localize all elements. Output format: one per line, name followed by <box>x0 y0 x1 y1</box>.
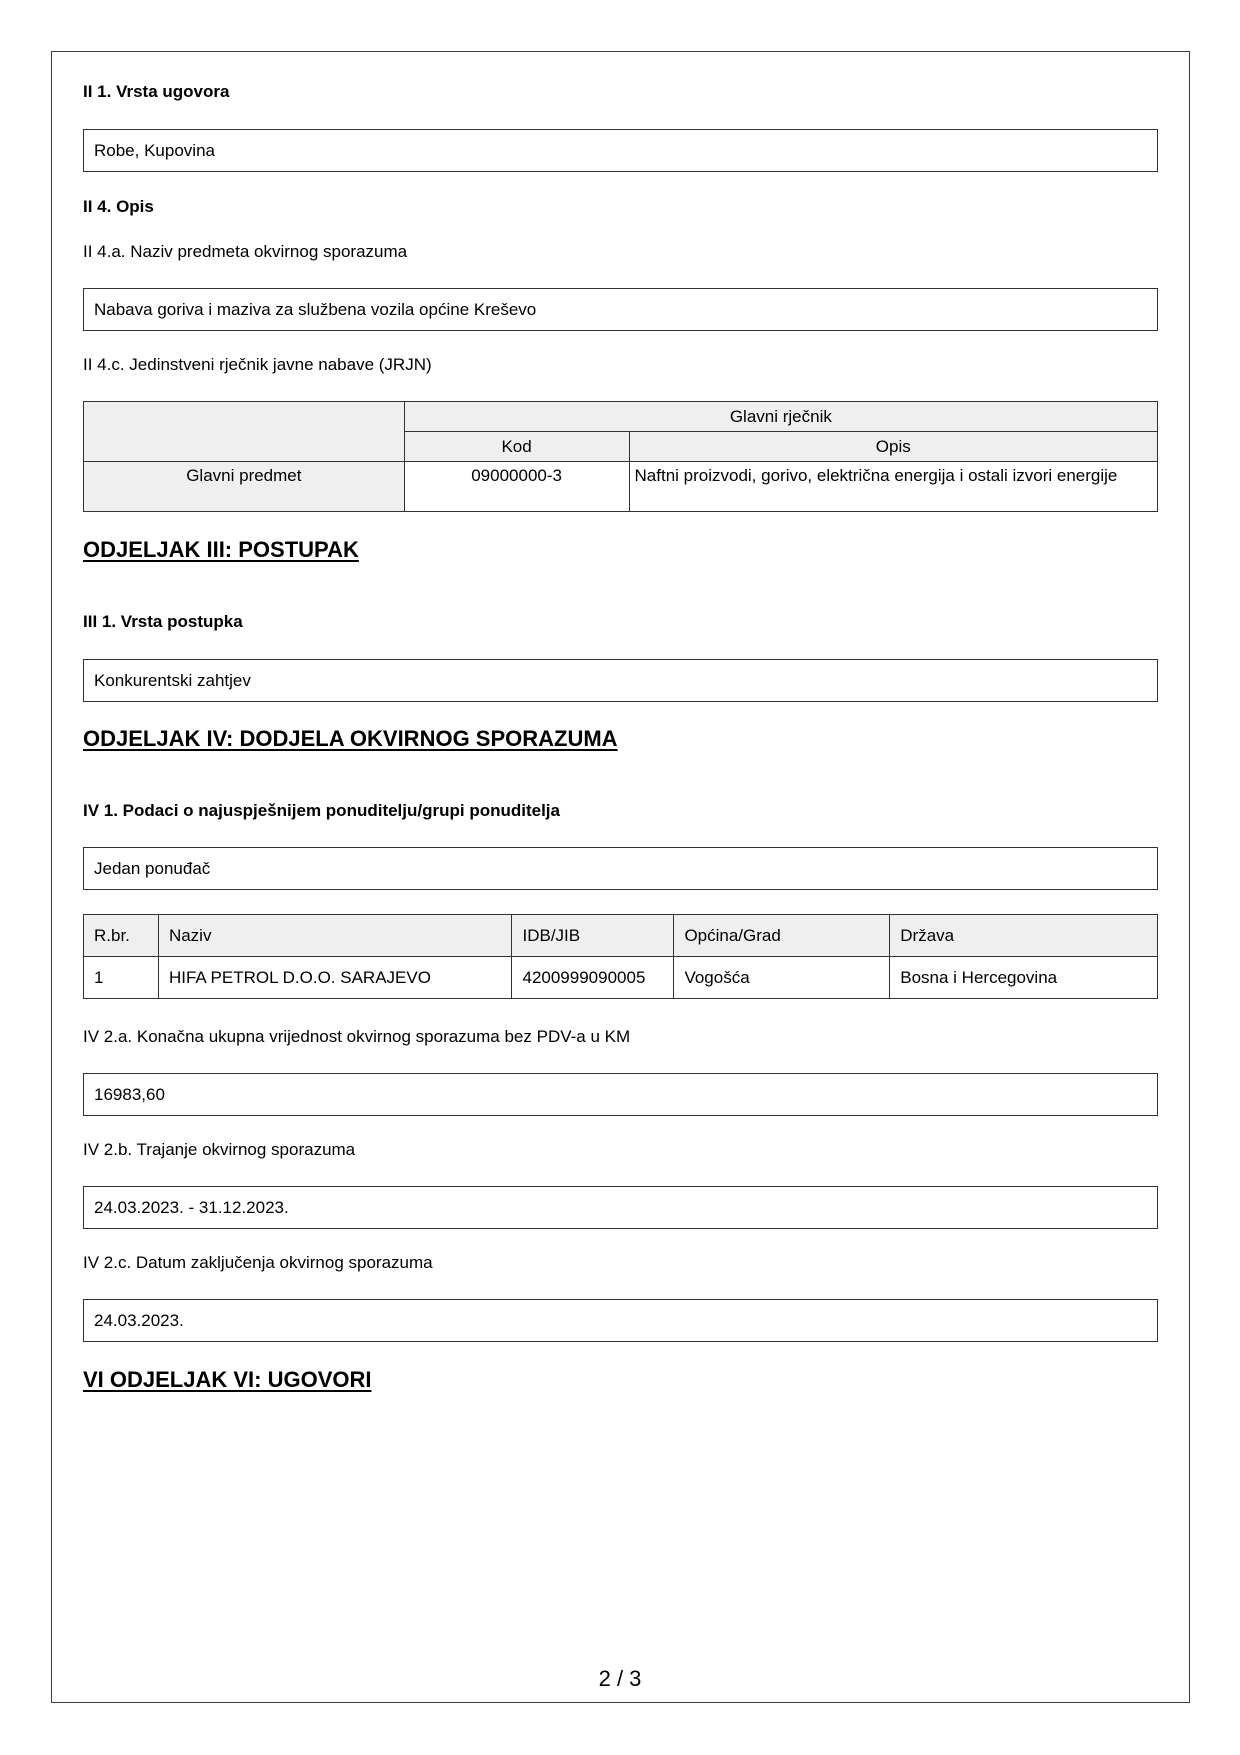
jrjn-row-label: Glavni predmet <box>84 462 405 512</box>
cell-idb-jib: 4200999090005 <box>512 957 674 999</box>
cell-rbr: 1 <box>84 957 159 999</box>
cell-drzava: Bosna i Hercegovina <box>890 957 1158 999</box>
field-naziv-predmeta <box>83 288 1158 331</box>
label-trajanje: IV 2.b. Trajanje okvirnog sporazuma <box>83 1140 356 1159</box>
field-value: 24.03.2023. <box>94 1310 184 1330</box>
table-row <box>84 957 1158 999</box>
jrjn-row-opis: Naftni proizvodi, gorivo, električna energija i ostali izvori energije <box>629 462 1157 512</box>
section-label-opis: II 4. Opis <box>83 197 154 216</box>
header-opcina-grad: Općina/Grad <box>674 915 890 957</box>
section-label-vrsta-postupka: III 1. Vrsta postupka <box>83 612 243 631</box>
header-rbr: R.br. <box>84 915 159 957</box>
field-value: 24.03.2023. - 31.12.2023. <box>94 1197 289 1217</box>
header-drzava: Država <box>890 915 1158 957</box>
field-vrsta-ugovora <box>83 129 1158 172</box>
section-title-postupak: ODJELJAK III: POSTUPAK <box>83 537 359 562</box>
field-ponuditelj-tip <box>83 847 1158 890</box>
label-jrjn: II 4.c. Jedinstveni rječnik javne nabave (JRJN) <box>83 355 432 374</box>
ponuditelj-table <box>83 914 1158 999</box>
field-value: Konkurentski zahtjev <box>94 670 251 690</box>
jrjn-col-kod: Kod <box>404 432 629 462</box>
field-datum-zakljucenja <box>83 1299 1158 1342</box>
section-label-ponuditelj: IV 1. Podaci o najuspješnijem ponuditelju/grupi ponuditelja <box>83 801 560 820</box>
label-naziv-predmeta: II 4.a. Naziv predmeta okvirnog sporazuma <box>83 242 408 261</box>
label-datum-zakljucenja: IV 2.c. Datum zaključenja okvirnog sporazuma <box>83 1253 433 1272</box>
field-vrsta-postupka <box>83 659 1158 702</box>
field-value: Robe, Kupovina <box>94 140 215 160</box>
header-idb-jib: IDB/JIB <box>512 915 674 957</box>
cell-opcina-grad: Vogošća <box>674 957 890 999</box>
field-trajanje <box>83 1186 1158 1229</box>
field-value: Jedan ponuđač <box>94 858 211 878</box>
section-label-vrsta-ugovora: II 1. Vrsta ugovora <box>83 82 230 101</box>
jrjn-col-opis: Opis <box>629 432 1157 462</box>
jrjn-row-kod: 09000000-3 <box>404 462 629 512</box>
jrjn-group-header: Glavni rječnik <box>404 402 1157 432</box>
section-title-ugovori: VI ODJELJAK VI: UGOVORI <box>83 1367 372 1392</box>
field-value: Nabava goriva i maziva za službena vozila općine Kreševo <box>94 299 537 319</box>
jrjn-table <box>83 401 1158 512</box>
label-konacna-vrijednost: IV 2.a. Konačna ukupna vrijednost okvirnog sporazuma bez PDV-a u KM <box>83 1027 631 1046</box>
header-naziv: Naziv <box>158 915 512 957</box>
jrjn-empty-corner <box>84 402 405 462</box>
cell-naziv: HIFA PETROL D.O.O. SARAJEVO <box>158 957 512 999</box>
field-konacna-vrijednost <box>83 1073 1158 1116</box>
section-title-dodjela: ODJELJAK IV: DODJELA OKVIRNOG SPORAZUMA <box>83 726 618 751</box>
field-value: 16983,60 <box>94 1084 165 1104</box>
page-number: 2 / 3 <box>598 1666 642 1691</box>
